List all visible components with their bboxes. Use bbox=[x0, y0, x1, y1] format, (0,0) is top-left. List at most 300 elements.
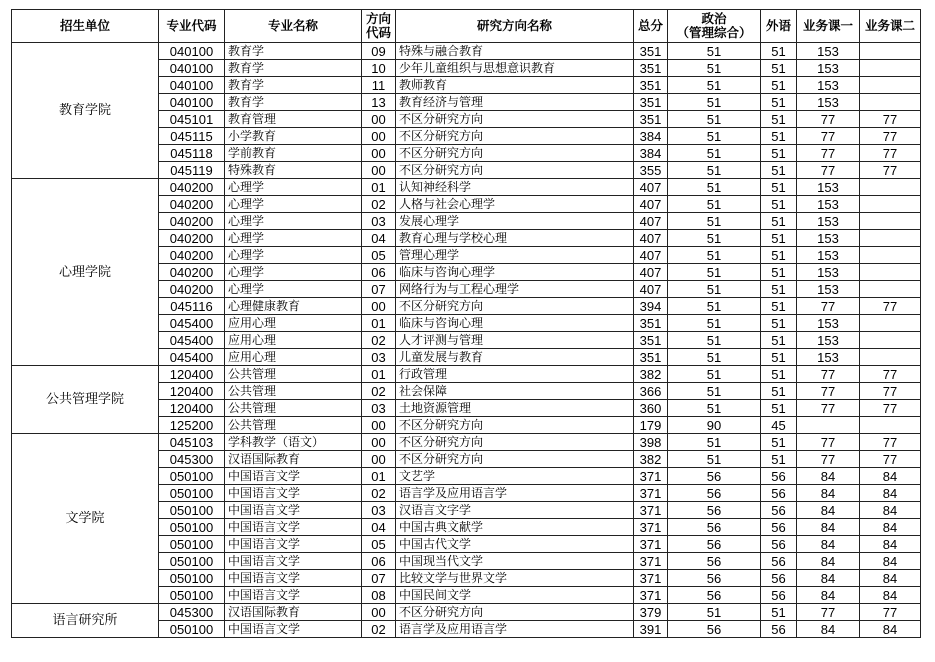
major-code-cell: 045300 bbox=[159, 604, 225, 621]
politics-score-cell: 51 bbox=[668, 451, 761, 468]
major-name-cell: 中国语言文学 bbox=[225, 536, 362, 553]
course-two-score-cell: 77 bbox=[860, 604, 921, 621]
major-name-cell: 学科教学（语文） bbox=[225, 434, 362, 451]
direction-code-cell: 00 bbox=[362, 111, 396, 128]
politics-score-cell: 90 bbox=[668, 417, 761, 434]
course-one-score-cell: 77 bbox=[797, 434, 860, 451]
direction-name-cell: 特殊与融合教育 bbox=[396, 43, 634, 60]
direction-name-cell: 中国古典文献学 bbox=[396, 519, 634, 536]
total-score-cell: 407 bbox=[634, 179, 668, 196]
direction-code-cell: 00 bbox=[362, 128, 396, 145]
header-direction-code bbox=[362, 10, 396, 43]
politics-score-cell: 51 bbox=[668, 94, 761, 111]
course-one-score-cell: 153 bbox=[797, 315, 860, 332]
total-score-cell: 384 bbox=[634, 128, 668, 145]
course-two-score-cell: 84 bbox=[860, 536, 921, 553]
course-one-score-cell: 77 bbox=[797, 145, 860, 162]
header-direction-code-line1: 方向 bbox=[365, 11, 391, 26]
direction-code-cell: 11 bbox=[362, 77, 396, 94]
major-name-cell: 汉语国际教育 bbox=[225, 451, 362, 468]
major-name-cell: 中国语言文学 bbox=[225, 502, 362, 519]
major-name-cell: 教育学 bbox=[225, 60, 362, 77]
major-code-cell: 045115 bbox=[159, 128, 225, 145]
major-name-cell: 公共管理 bbox=[225, 400, 362, 417]
major-name-cell: 教育管理 bbox=[225, 111, 362, 128]
politics-score-cell: 51 bbox=[668, 264, 761, 281]
header-unit: 招生单位 bbox=[12, 10, 159, 43]
foreign-score-cell: 51 bbox=[761, 60, 797, 77]
foreign-score-cell: 51 bbox=[761, 434, 797, 451]
major-name-cell: 学前教育 bbox=[225, 145, 362, 162]
major-name-cell: 中国语言文学 bbox=[225, 485, 362, 502]
direction-code-cell: 01 bbox=[362, 315, 396, 332]
table-row bbox=[12, 434, 921, 451]
foreign-score-cell: 56 bbox=[761, 536, 797, 553]
course-one-score-cell: 84 bbox=[797, 570, 860, 587]
course-one-score-cell: 84 bbox=[797, 553, 860, 570]
foreign-score-cell: 51 bbox=[761, 196, 797, 213]
total-score-cell: 179 bbox=[634, 417, 668, 434]
direction-name-cell: 中国民间文学 bbox=[396, 587, 634, 604]
course-two-score-cell bbox=[860, 94, 921, 111]
major-code-cell: 050100 bbox=[159, 553, 225, 570]
direction-name-cell: 汉语言文字学 bbox=[396, 502, 634, 519]
foreign-score-cell: 51 bbox=[761, 94, 797, 111]
course-two-score-cell bbox=[860, 43, 921, 60]
direction-code-cell: 02 bbox=[362, 196, 396, 213]
foreign-score-cell: 56 bbox=[761, 468, 797, 485]
header-major-code: 专业代码 bbox=[159, 10, 225, 43]
unit-cell: 心理学院 bbox=[12, 179, 159, 366]
major-code-cell: 125200 bbox=[159, 417, 225, 434]
total-score-cell: 371 bbox=[634, 519, 668, 536]
major-code-cell: 040200 bbox=[159, 281, 225, 298]
major-code-cell: 120400 bbox=[159, 383, 225, 400]
foreign-score-cell: 51 bbox=[761, 77, 797, 94]
direction-name-cell: 教育经济与管理 bbox=[396, 94, 634, 111]
direction-code-cell: 00 bbox=[362, 451, 396, 468]
major-code-cell: 045400 bbox=[159, 332, 225, 349]
direction-name-cell: 管理心理学 bbox=[396, 247, 634, 264]
course-one-score-cell: 84 bbox=[797, 536, 860, 553]
total-score-cell: 351 bbox=[634, 315, 668, 332]
major-code-cell: 050100 bbox=[159, 485, 225, 502]
politics-score-cell: 51 bbox=[668, 298, 761, 315]
foreign-score-cell: 56 bbox=[761, 621, 797, 638]
foreign-score-cell: 51 bbox=[761, 145, 797, 162]
course-two-score-cell bbox=[860, 315, 921, 332]
major-code-cell: 045400 bbox=[159, 349, 225, 366]
direction-code-cell: 01 bbox=[362, 366, 396, 383]
course-one-score-cell: 153 bbox=[797, 179, 860, 196]
header-politics-line1: 政治 bbox=[701, 11, 727, 26]
direction-code-cell: 00 bbox=[362, 162, 396, 179]
course-two-score-cell: 77 bbox=[860, 162, 921, 179]
total-score-cell: 407 bbox=[634, 196, 668, 213]
total-score-cell: 351 bbox=[634, 60, 668, 77]
foreign-score-cell: 51 bbox=[761, 162, 797, 179]
course-two-score-cell: 77 bbox=[860, 298, 921, 315]
direction-code-cell: 13 bbox=[362, 94, 396, 111]
header-direction-name: 研究方向名称 bbox=[396, 10, 634, 43]
foreign-score-cell: 51 bbox=[761, 247, 797, 264]
major-name-cell: 教育学 bbox=[225, 77, 362, 94]
total-score-cell: 355 bbox=[634, 162, 668, 179]
course-two-score-cell: 84 bbox=[860, 468, 921, 485]
politics-score-cell: 56 bbox=[668, 587, 761, 604]
header-politics bbox=[668, 10, 761, 43]
course-one-score-cell: 77 bbox=[797, 128, 860, 145]
total-score-cell: 407 bbox=[634, 213, 668, 230]
course-two-score-cell: 84 bbox=[860, 502, 921, 519]
major-code-cell: 045103 bbox=[159, 434, 225, 451]
course-two-score-cell bbox=[860, 332, 921, 349]
course-one-score-cell: 153 bbox=[797, 281, 860, 298]
major-name-cell: 心理健康教育 bbox=[225, 298, 362, 315]
header-course-two: 业务课二 bbox=[860, 10, 921, 43]
direction-name-cell: 不区分研究方向 bbox=[396, 298, 634, 315]
course-one-score-cell: 77 bbox=[797, 383, 860, 400]
course-two-score-cell: 77 bbox=[860, 400, 921, 417]
table-row bbox=[12, 604, 921, 621]
major-name-cell: 汉语国际教育 bbox=[225, 604, 362, 621]
direction-name-cell: 不区分研究方向 bbox=[396, 434, 634, 451]
major-name-cell: 公共管理 bbox=[225, 417, 362, 434]
direction-code-cell: 06 bbox=[362, 553, 396, 570]
major-code-cell: 040200 bbox=[159, 213, 225, 230]
table-row bbox=[12, 366, 921, 383]
foreign-score-cell: 51 bbox=[761, 332, 797, 349]
foreign-score-cell: 51 bbox=[761, 264, 797, 281]
foreign-score-cell: 51 bbox=[761, 179, 797, 196]
direction-name-cell: 不区分研究方向 bbox=[396, 128, 634, 145]
course-one-score-cell: 77 bbox=[797, 451, 860, 468]
major-name-cell: 小学教育 bbox=[225, 128, 362, 145]
foreign-score-cell: 51 bbox=[761, 298, 797, 315]
course-one-score-cell: 153 bbox=[797, 247, 860, 264]
foreign-score-cell: 56 bbox=[761, 553, 797, 570]
major-name-cell: 中国语言文学 bbox=[225, 621, 362, 638]
major-code-cell: 120400 bbox=[159, 400, 225, 417]
direction-code-cell: 02 bbox=[362, 332, 396, 349]
total-score-cell: 371 bbox=[634, 553, 668, 570]
direction-name-cell: 儿童发展与教育 bbox=[396, 349, 634, 366]
header-course-one: 业务课一 bbox=[797, 10, 860, 43]
major-name-cell: 中国语言文学 bbox=[225, 553, 362, 570]
course-one-score-cell: 84 bbox=[797, 502, 860, 519]
politics-score-cell: 51 bbox=[668, 315, 761, 332]
header-politics-line2: （管理综合） bbox=[676, 25, 752, 40]
direction-code-cell: 07 bbox=[362, 570, 396, 587]
course-two-score-cell bbox=[860, 349, 921, 366]
direction-name-cell: 人格与社会心理学 bbox=[396, 196, 634, 213]
politics-score-cell: 51 bbox=[668, 162, 761, 179]
total-score-cell: 407 bbox=[634, 230, 668, 247]
direction-code-cell: 00 bbox=[362, 434, 396, 451]
direction-name-cell: 语言学及应用语言学 bbox=[396, 621, 634, 638]
unit-cell: 教育学院 bbox=[12, 43, 159, 179]
foreign-score-cell: 51 bbox=[761, 230, 797, 247]
unit-cell: 公共管理学院 bbox=[12, 366, 159, 434]
major-code-cell: 045119 bbox=[159, 162, 225, 179]
course-one-score-cell: 77 bbox=[797, 400, 860, 417]
total-score-cell: 407 bbox=[634, 281, 668, 298]
direction-name-cell: 不区分研究方向 bbox=[396, 417, 634, 434]
direction-code-cell: 01 bbox=[362, 468, 396, 485]
direction-name-cell: 行政管理 bbox=[396, 366, 634, 383]
politics-score-cell: 56 bbox=[668, 536, 761, 553]
major-name-cell: 心理学 bbox=[225, 179, 362, 196]
major-code-cell: 050100 bbox=[159, 502, 225, 519]
course-one-score-cell: 153 bbox=[797, 94, 860, 111]
major-name-cell: 心理学 bbox=[225, 264, 362, 281]
course-two-score-cell: 84 bbox=[860, 553, 921, 570]
direction-name-cell: 不区分研究方向 bbox=[396, 111, 634, 128]
total-score-cell: 351 bbox=[634, 94, 668, 111]
course-one-score-cell: 153 bbox=[797, 77, 860, 94]
direction-name-cell: 不区分研究方向 bbox=[396, 604, 634, 621]
major-code-cell: 040100 bbox=[159, 77, 225, 94]
course-two-score-cell: 84 bbox=[860, 519, 921, 536]
politics-score-cell: 51 bbox=[668, 230, 761, 247]
foreign-score-cell: 56 bbox=[761, 587, 797, 604]
foreign-score-cell: 51 bbox=[761, 111, 797, 128]
course-one-score-cell: 84 bbox=[797, 519, 860, 536]
course-one-score-cell: 84 bbox=[797, 587, 860, 604]
major-code-cell: 040100 bbox=[159, 60, 225, 77]
course-one-score-cell: 153 bbox=[797, 349, 860, 366]
foreign-score-cell: 51 bbox=[761, 43, 797, 60]
politics-score-cell: 56 bbox=[668, 502, 761, 519]
header-total: 总分 bbox=[634, 10, 668, 43]
table-row bbox=[12, 179, 921, 196]
politics-score-cell: 51 bbox=[668, 111, 761, 128]
major-code-cell: 050100 bbox=[159, 519, 225, 536]
direction-name-cell: 土地资源管理 bbox=[396, 400, 634, 417]
total-score-cell: 351 bbox=[634, 43, 668, 60]
direction-code-cell: 00 bbox=[362, 604, 396, 621]
direction-name-cell: 网络行为与工程心理学 bbox=[396, 281, 634, 298]
direction-name-cell: 教师教育 bbox=[396, 77, 634, 94]
course-two-score-cell: 77 bbox=[860, 366, 921, 383]
course-one-score-cell: 153 bbox=[797, 60, 860, 77]
total-score-cell: 398 bbox=[634, 434, 668, 451]
direction-code-cell: 02 bbox=[362, 383, 396, 400]
foreign-score-cell: 51 bbox=[761, 451, 797, 468]
major-name-cell: 教育学 bbox=[225, 94, 362, 111]
course-one-score-cell: 153 bbox=[797, 43, 860, 60]
foreign-score-cell: 56 bbox=[761, 485, 797, 502]
foreign-score-cell: 51 bbox=[761, 383, 797, 400]
foreign-score-cell: 51 bbox=[761, 213, 797, 230]
foreign-score-cell: 51 bbox=[761, 281, 797, 298]
course-two-score-cell bbox=[860, 230, 921, 247]
total-score-cell: 394 bbox=[634, 298, 668, 315]
major-name-cell: 中国语言文学 bbox=[225, 587, 362, 604]
politics-score-cell: 56 bbox=[668, 570, 761, 587]
major-code-cell: 040200 bbox=[159, 264, 225, 281]
direction-name-cell: 语言学及应用语言学 bbox=[396, 485, 634, 502]
direction-name-cell: 人才评测与管理 bbox=[396, 332, 634, 349]
politics-score-cell: 51 bbox=[668, 77, 761, 94]
course-two-score-cell: 84 bbox=[860, 570, 921, 587]
major-name-cell: 应用心理 bbox=[225, 332, 362, 349]
course-two-score-cell bbox=[860, 213, 921, 230]
direction-code-cell: 06 bbox=[362, 264, 396, 281]
major-name-cell: 公共管理 bbox=[225, 366, 362, 383]
direction-code-cell: 00 bbox=[362, 417, 396, 434]
direction-code-cell: 03 bbox=[362, 349, 396, 366]
major-code-cell: 045400 bbox=[159, 315, 225, 332]
foreign-score-cell: 51 bbox=[761, 366, 797, 383]
course-two-score-cell bbox=[860, 60, 921, 77]
major-code-cell: 040200 bbox=[159, 230, 225, 247]
major-code-cell: 050100 bbox=[159, 621, 225, 638]
direction-name-cell: 发展心理学 bbox=[396, 213, 634, 230]
major-name-cell: 特殊教育 bbox=[225, 162, 362, 179]
major-code-cell: 045300 bbox=[159, 451, 225, 468]
course-one-score-cell: 84 bbox=[797, 485, 860, 502]
course-one-score-cell: 77 bbox=[797, 162, 860, 179]
major-code-cell: 050100 bbox=[159, 570, 225, 587]
direction-code-cell: 03 bbox=[362, 502, 396, 519]
total-score-cell: 371 bbox=[634, 502, 668, 519]
major-code-cell: 045118 bbox=[159, 145, 225, 162]
course-one-score-cell: 77 bbox=[797, 111, 860, 128]
politics-score-cell: 56 bbox=[668, 621, 761, 638]
major-name-cell: 中国语言文学 bbox=[225, 468, 362, 485]
major-code-cell: 040100 bbox=[159, 94, 225, 111]
table-body bbox=[12, 43, 921, 638]
politics-score-cell: 51 bbox=[668, 332, 761, 349]
total-score-cell: 351 bbox=[634, 332, 668, 349]
course-one-score-cell: 77 bbox=[797, 298, 860, 315]
major-name-cell: 心理学 bbox=[225, 247, 362, 264]
total-score-cell: 371 bbox=[634, 485, 668, 502]
total-score-cell: 384 bbox=[634, 145, 668, 162]
politics-score-cell: 51 bbox=[668, 434, 761, 451]
direction-name-cell: 少年儿童组织与思想意识教育 bbox=[396, 60, 634, 77]
direction-name-cell: 教育心理与学校心理 bbox=[396, 230, 634, 247]
major-code-cell: 050100 bbox=[159, 587, 225, 604]
major-code-cell: 045101 bbox=[159, 111, 225, 128]
major-name-cell: 应用心理 bbox=[225, 315, 362, 332]
direction-code-cell: 02 bbox=[362, 621, 396, 638]
major-code-cell: 050100 bbox=[159, 536, 225, 553]
course-two-score-cell bbox=[860, 196, 921, 213]
total-score-cell: 351 bbox=[634, 111, 668, 128]
total-score-cell: 351 bbox=[634, 349, 668, 366]
direction-name-cell: 不区分研究方向 bbox=[396, 145, 634, 162]
course-two-score-cell: 77 bbox=[860, 111, 921, 128]
total-score-cell: 371 bbox=[634, 587, 668, 604]
total-score-cell: 382 bbox=[634, 451, 668, 468]
direction-name-cell: 中国古代文学 bbox=[396, 536, 634, 553]
course-one-score-cell: 77 bbox=[797, 604, 860, 621]
direction-name-cell: 认知神经科学 bbox=[396, 179, 634, 196]
table-row bbox=[12, 43, 921, 60]
politics-score-cell: 51 bbox=[668, 213, 761, 230]
foreign-score-cell: 51 bbox=[761, 604, 797, 621]
direction-code-cell: 05 bbox=[362, 247, 396, 264]
politics-score-cell: 51 bbox=[668, 247, 761, 264]
course-two-score-cell: 77 bbox=[860, 128, 921, 145]
course-two-score-cell: 77 bbox=[860, 451, 921, 468]
total-score-cell: 382 bbox=[634, 366, 668, 383]
total-score-cell: 407 bbox=[634, 264, 668, 281]
course-one-score-cell: 153 bbox=[797, 332, 860, 349]
total-score-cell: 360 bbox=[634, 400, 668, 417]
course-one-score-cell: 153 bbox=[797, 213, 860, 230]
politics-score-cell: 51 bbox=[668, 604, 761, 621]
politics-score-cell: 51 bbox=[668, 196, 761, 213]
foreign-score-cell: 51 bbox=[761, 128, 797, 145]
course-two-score-cell bbox=[860, 179, 921, 196]
total-score-cell: 371 bbox=[634, 570, 668, 587]
direction-code-cell: 00 bbox=[362, 298, 396, 315]
major-code-cell: 040100 bbox=[159, 43, 225, 60]
course-two-score-cell: 84 bbox=[860, 587, 921, 604]
direction-code-cell: 08 bbox=[362, 587, 396, 604]
direction-code-cell: 03 bbox=[362, 213, 396, 230]
politics-score-cell: 51 bbox=[668, 145, 761, 162]
course-one-score-cell bbox=[797, 417, 860, 434]
major-name-cell: 心理学 bbox=[225, 213, 362, 230]
direction-code-cell: 09 bbox=[362, 43, 396, 60]
major-code-cell: 045116 bbox=[159, 298, 225, 315]
politics-score-cell: 51 bbox=[668, 128, 761, 145]
direction-code-cell: 07 bbox=[362, 281, 396, 298]
major-name-cell: 心理学 bbox=[225, 230, 362, 247]
politics-score-cell: 51 bbox=[668, 366, 761, 383]
major-name-cell: 中国语言文学 bbox=[225, 519, 362, 536]
major-code-cell: 040200 bbox=[159, 196, 225, 213]
header-major-name: 专业名称 bbox=[225, 10, 362, 43]
total-score-cell: 371 bbox=[634, 468, 668, 485]
direction-code-cell: 04 bbox=[362, 519, 396, 536]
direction-name-cell: 临床与咨询心理学 bbox=[396, 264, 634, 281]
course-one-score-cell: 153 bbox=[797, 264, 860, 281]
direction-code-cell: 05 bbox=[362, 536, 396, 553]
course-two-score-cell: 77 bbox=[860, 434, 921, 451]
direction-name-cell: 临床与咨询心理 bbox=[396, 315, 634, 332]
politics-score-cell: 56 bbox=[668, 553, 761, 570]
foreign-score-cell: 51 bbox=[761, 349, 797, 366]
major-name-cell: 心理学 bbox=[225, 281, 362, 298]
direction-code-cell: 02 bbox=[362, 485, 396, 502]
politics-score-cell: 51 bbox=[668, 60, 761, 77]
course-two-score-cell bbox=[860, 77, 921, 94]
direction-code-cell: 10 bbox=[362, 60, 396, 77]
course-two-score-cell: 84 bbox=[860, 485, 921, 502]
unit-cell: 文学院 bbox=[12, 434, 159, 604]
politics-score-cell: 51 bbox=[668, 349, 761, 366]
major-code-cell: 120400 bbox=[159, 366, 225, 383]
politics-score-cell: 56 bbox=[668, 519, 761, 536]
direction-name-cell: 不区分研究方向 bbox=[396, 162, 634, 179]
major-name-cell: 教育学 bbox=[225, 43, 362, 60]
foreign-score-cell: 51 bbox=[761, 400, 797, 417]
politics-score-cell: 51 bbox=[668, 281, 761, 298]
direction-name-cell: 社会保障 bbox=[396, 383, 634, 400]
header-foreign-language: 外语 bbox=[761, 10, 797, 43]
course-two-score-cell: 77 bbox=[860, 383, 921, 400]
direction-name-cell: 文艺学 bbox=[396, 468, 634, 485]
major-name-cell: 心理学 bbox=[225, 196, 362, 213]
total-score-cell: 351 bbox=[634, 77, 668, 94]
course-one-score-cell: 153 bbox=[797, 230, 860, 247]
politics-score-cell: 56 bbox=[668, 468, 761, 485]
